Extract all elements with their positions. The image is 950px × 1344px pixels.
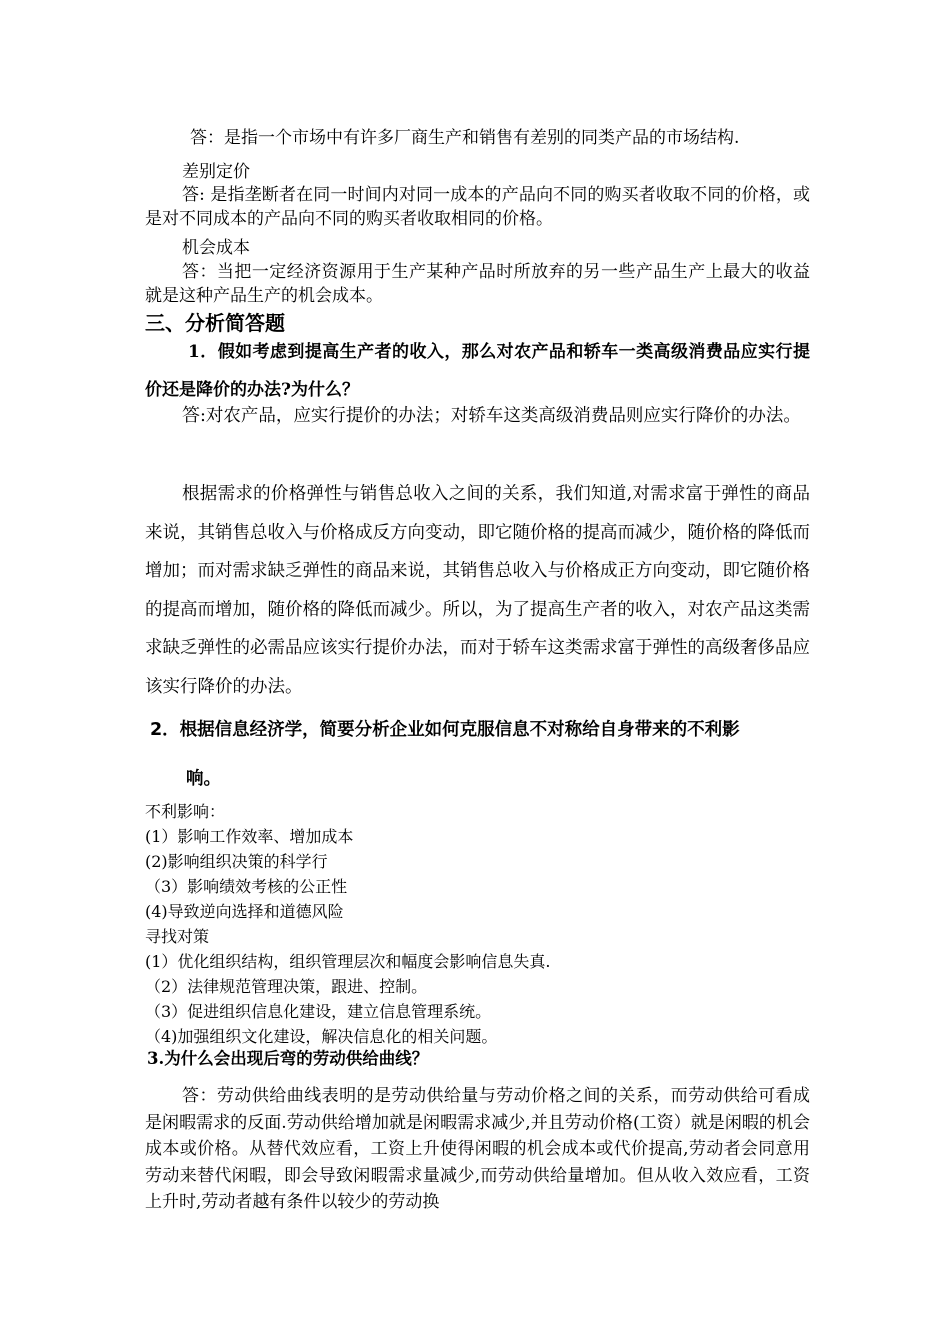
answer-text: :对农产品，应实行提价的办法；对轿车这类高级消费品则应实行降价的办法。 [200,406,801,426]
list-item: （2）法律规范管理决策，跟进、控制。 [145,977,428,996]
question-3-answer: 答：劳动供给曲线表明的是劳动供给量与劳动价格之间的关系，而劳动供给可看成是闲暇需求的反面.劳动供给增加就是闲暇需求减少,并且劳动价格(工资）就是闲暇的机会成本或价格。从替代效应看，工资上升使得闲暇的机会成本或代价提高,劳动者会同意用劳动来替代闲暇，即会导致闲暇需求量减少,而劳动供给量增加。但从收入效应看，工资上升时,劳动者越有条件以较少的劳动换 [145,1086,810,1212]
definition-answer: 答：是指一个市场中有许多厂商生产和销售有差别的同类产品的市场结构. [190,128,740,148]
question-2-line-2: 响。 [186,769,221,789]
list-item: （4)加强组织文化建设，解决信息化的相关问题。 [145,1027,498,1046]
list-item: (4)导致逆向选择和道德风险 [145,902,344,921]
measures-title: 寻找对策 [145,927,210,946]
impacts-title: 不利影响： [145,802,226,821]
question-1-explanation: 根据需求的价格弹性与销售总收入之间的关系，我们知道,对需求富于弹性的商品来说，其销售总收入与价格成反方向变动，即它随价格的提高而减少，随价格的降低而增加；而对需求缺乏弹性的商品来说，其销售总收入与价格成正方向变动，即它随价格的提高而增加，随价格的降低而减少。所以，为了提高生产者的收入，对农产品这类需求缺乏弹性的必需品应该实行提价办法，而对于轿车这类需求富于弹性的高级奢侈品应该实行降价的办法。 [145,484,810,697]
list-item: （3）影响绩效考核的公正性 [145,877,348,896]
question-3: 3.为什么会出现后弯的劳动供给曲线？ [147,1049,429,1068]
list-item: (1）优化组织结构，组织管理层次和幅度会影响信息失真. [145,952,551,971]
question-1: 1．假如考虑到提高生产者的收入，那么对农产品和轿车一类高级消费品应实行提价还是降价的办法?为什么？ [145,342,810,400]
term-heading: 差别定价 [182,162,250,182]
question-2-line-1: 2．根据信息经济学，简要分析企业如何克服信息不对称给自身带来的不利影 [150,720,740,740]
definition-answer: 答：当把一定经济资源用于生产某种产品时所放弃的另一些产品生产上最大的收益就是这种产品生产的机会成本。 [145,262,810,306]
list-item: （3）促进组织信息化建设，建立信息管理系统。 [145,1002,492,1021]
term-heading: 机会成本 [182,238,250,258]
list-item: (1）影响工作效率、增加成本 [145,827,354,846]
answer-label: 答 [182,405,200,426]
question-1-answer [145,397,810,435]
list-item: (2)影响组织决策的科学行 [145,852,328,871]
definition-answer: 答: 是指垄断者在同一时间内对同一成本的产品向不同的购买者收取不同的价格，或是对不同成本的产品向不同的购买者收取相同的价格。 [145,185,810,229]
section-heading: 三、分析简答题 [145,311,285,335]
